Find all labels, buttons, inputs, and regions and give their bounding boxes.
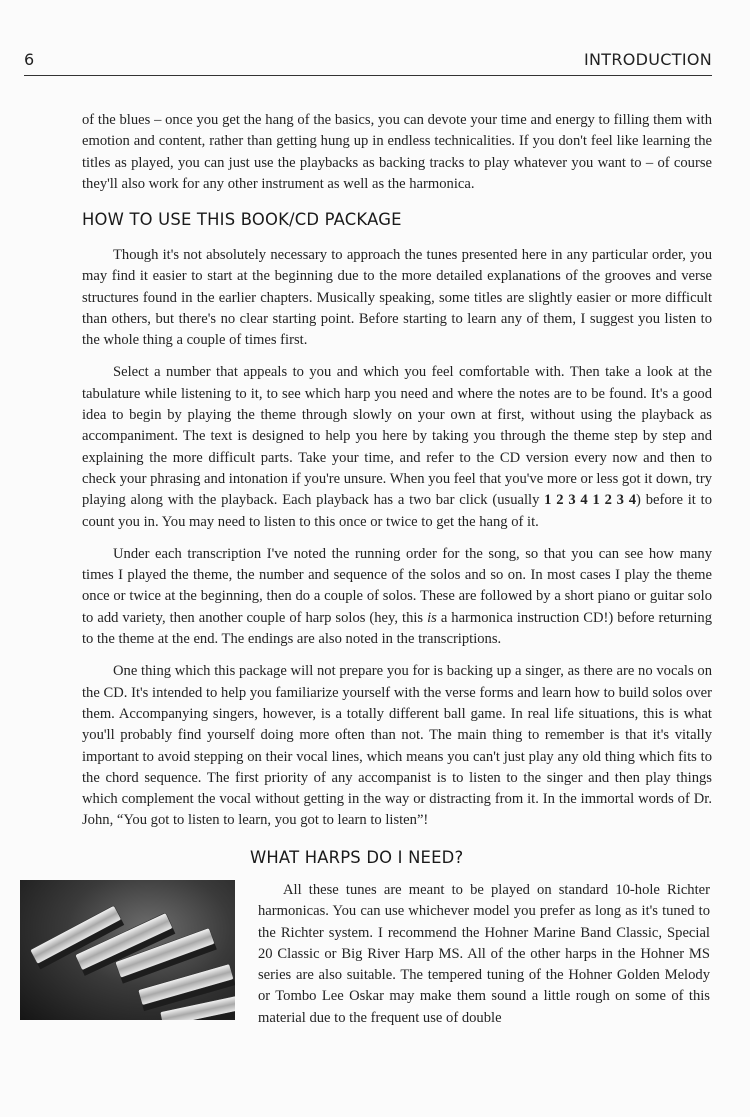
section1-paragraph-2 xyxy=(82,362,712,532)
paragraph-text: Select a number that appeals to you and which you feel comfortable with. Then take a look at the tabulature while listening to it, to see which harp you need and where the notes are to be found. It's a good idea to begin by playing the theme through slowly on your own at first, without using the playback as accompaniment. The text is designed to help you here by taking you through the theme step by step and explaining the more difficult parts. Take your time, and refer to the CD version every now and then to check your phrasing and intonation if you're unsure. When you feel that you've more or less got it down, try playing along with the playback. Each playback has a two bar click (usually xyxy=(82,364,712,509)
intro-block xyxy=(82,110,712,206)
count-in-numbers: 1 2 3 4 1 2 3 4 xyxy=(544,492,637,509)
section1-paragraph-3 xyxy=(82,544,712,650)
section1-paragraph-4: One thing which this package will not prepare you for is backing up a singer, as there are no vocals on the CD. It's intended to help you familiarize yourself with the verse forms and learn how to build solos over them. Accompanying singers, however, is a totally different ball game. In real life situations, this is what you'll probably find yourself doing more often than not. The main thing to remember is that it's vitally important to avoid stepping on their vocal lines, which means you can't just play any old thing which fits to the chord sequence. The first priority of any accompanist is to listen to the singer and then play things which complement the vocal without getting in the way or distracting from it. In the immortal words of Dr. John, “You got to listen to learn, you got to learn to listen”! xyxy=(82,663,712,829)
intro-paragraph: of the blues – once you get the hang of the basics, you can devote your time and energy to filling them with emotion and content, rather than getting hung up in endless technicalities. If you don't feel like learning the titles as played, you can just use the playbacks as backing tracks to play whatever you want to – of course they'll also work for any other instrument as well as the harmonica. xyxy=(82,112,712,192)
paragraph-text: Under each transcription I've noted the running order for the song, so that you can see how many times I played the theme, the number and sequence of the solos and so on. In most cases I play the theme once or twice at the beginning, then do a couple of solos. These are followed by a short piano or guitar solo to add variety, then another couple of harp solos (hey, this xyxy=(82,545,712,626)
chapter-title: INTRODUCTION xyxy=(583,50,712,69)
section1-body xyxy=(82,245,712,843)
harmonicas-photo xyxy=(20,880,235,1020)
running-header xyxy=(24,50,712,72)
section-heading-how-to-use: HOW TO USE THIS BOOK/CD PACKAGE xyxy=(82,210,402,229)
header-rule xyxy=(24,75,712,76)
harmonicas-illustration xyxy=(20,880,235,1020)
section2-paragraph-1: All these tunes are meant to be played on standard 10-hole Richter harmonicas. You can use whichever model you prefer as long as it's tuned to the Richter system. I recommend the Hohner Marine Band Classic, Special 20 Classic or Big River Harp MS. All of the other harps in the Hohner MS series are also suitable. The tempered tuning of the Hohner Golden Melody or Tombo Lee Oskar may make them sound a little rough on some of this material due to the frequent use of double xyxy=(258,882,710,1026)
section-heading-what-harps: WHAT HARPS DO I NEED? xyxy=(250,848,464,867)
paragraph-text: ) before it to count you in. You may need to listen to this once or twice to get the hang of it. xyxy=(82,492,712,530)
paragraph-text: a harmonica instruction CD!) before returning to the theme at the end. The endings are also noted in the transcriptions. xyxy=(82,609,712,648)
page-number: 6 xyxy=(24,50,35,69)
section1-paragraph-1: Though it's not absolutely necessary to approach the tunes presented here in any particular order, you may find it easier to start at the beginning due to the more detailed explanations of the grooves and verse structures found in the earlier chapters. Musically speaking, some titles are slightly easier or more difficult than others, but there's no clear starting point. Before starting to learn any of them, I suggest you listen to the whole thing a couple of times first. xyxy=(82,247,712,349)
emphasis-text: is xyxy=(427,609,437,626)
